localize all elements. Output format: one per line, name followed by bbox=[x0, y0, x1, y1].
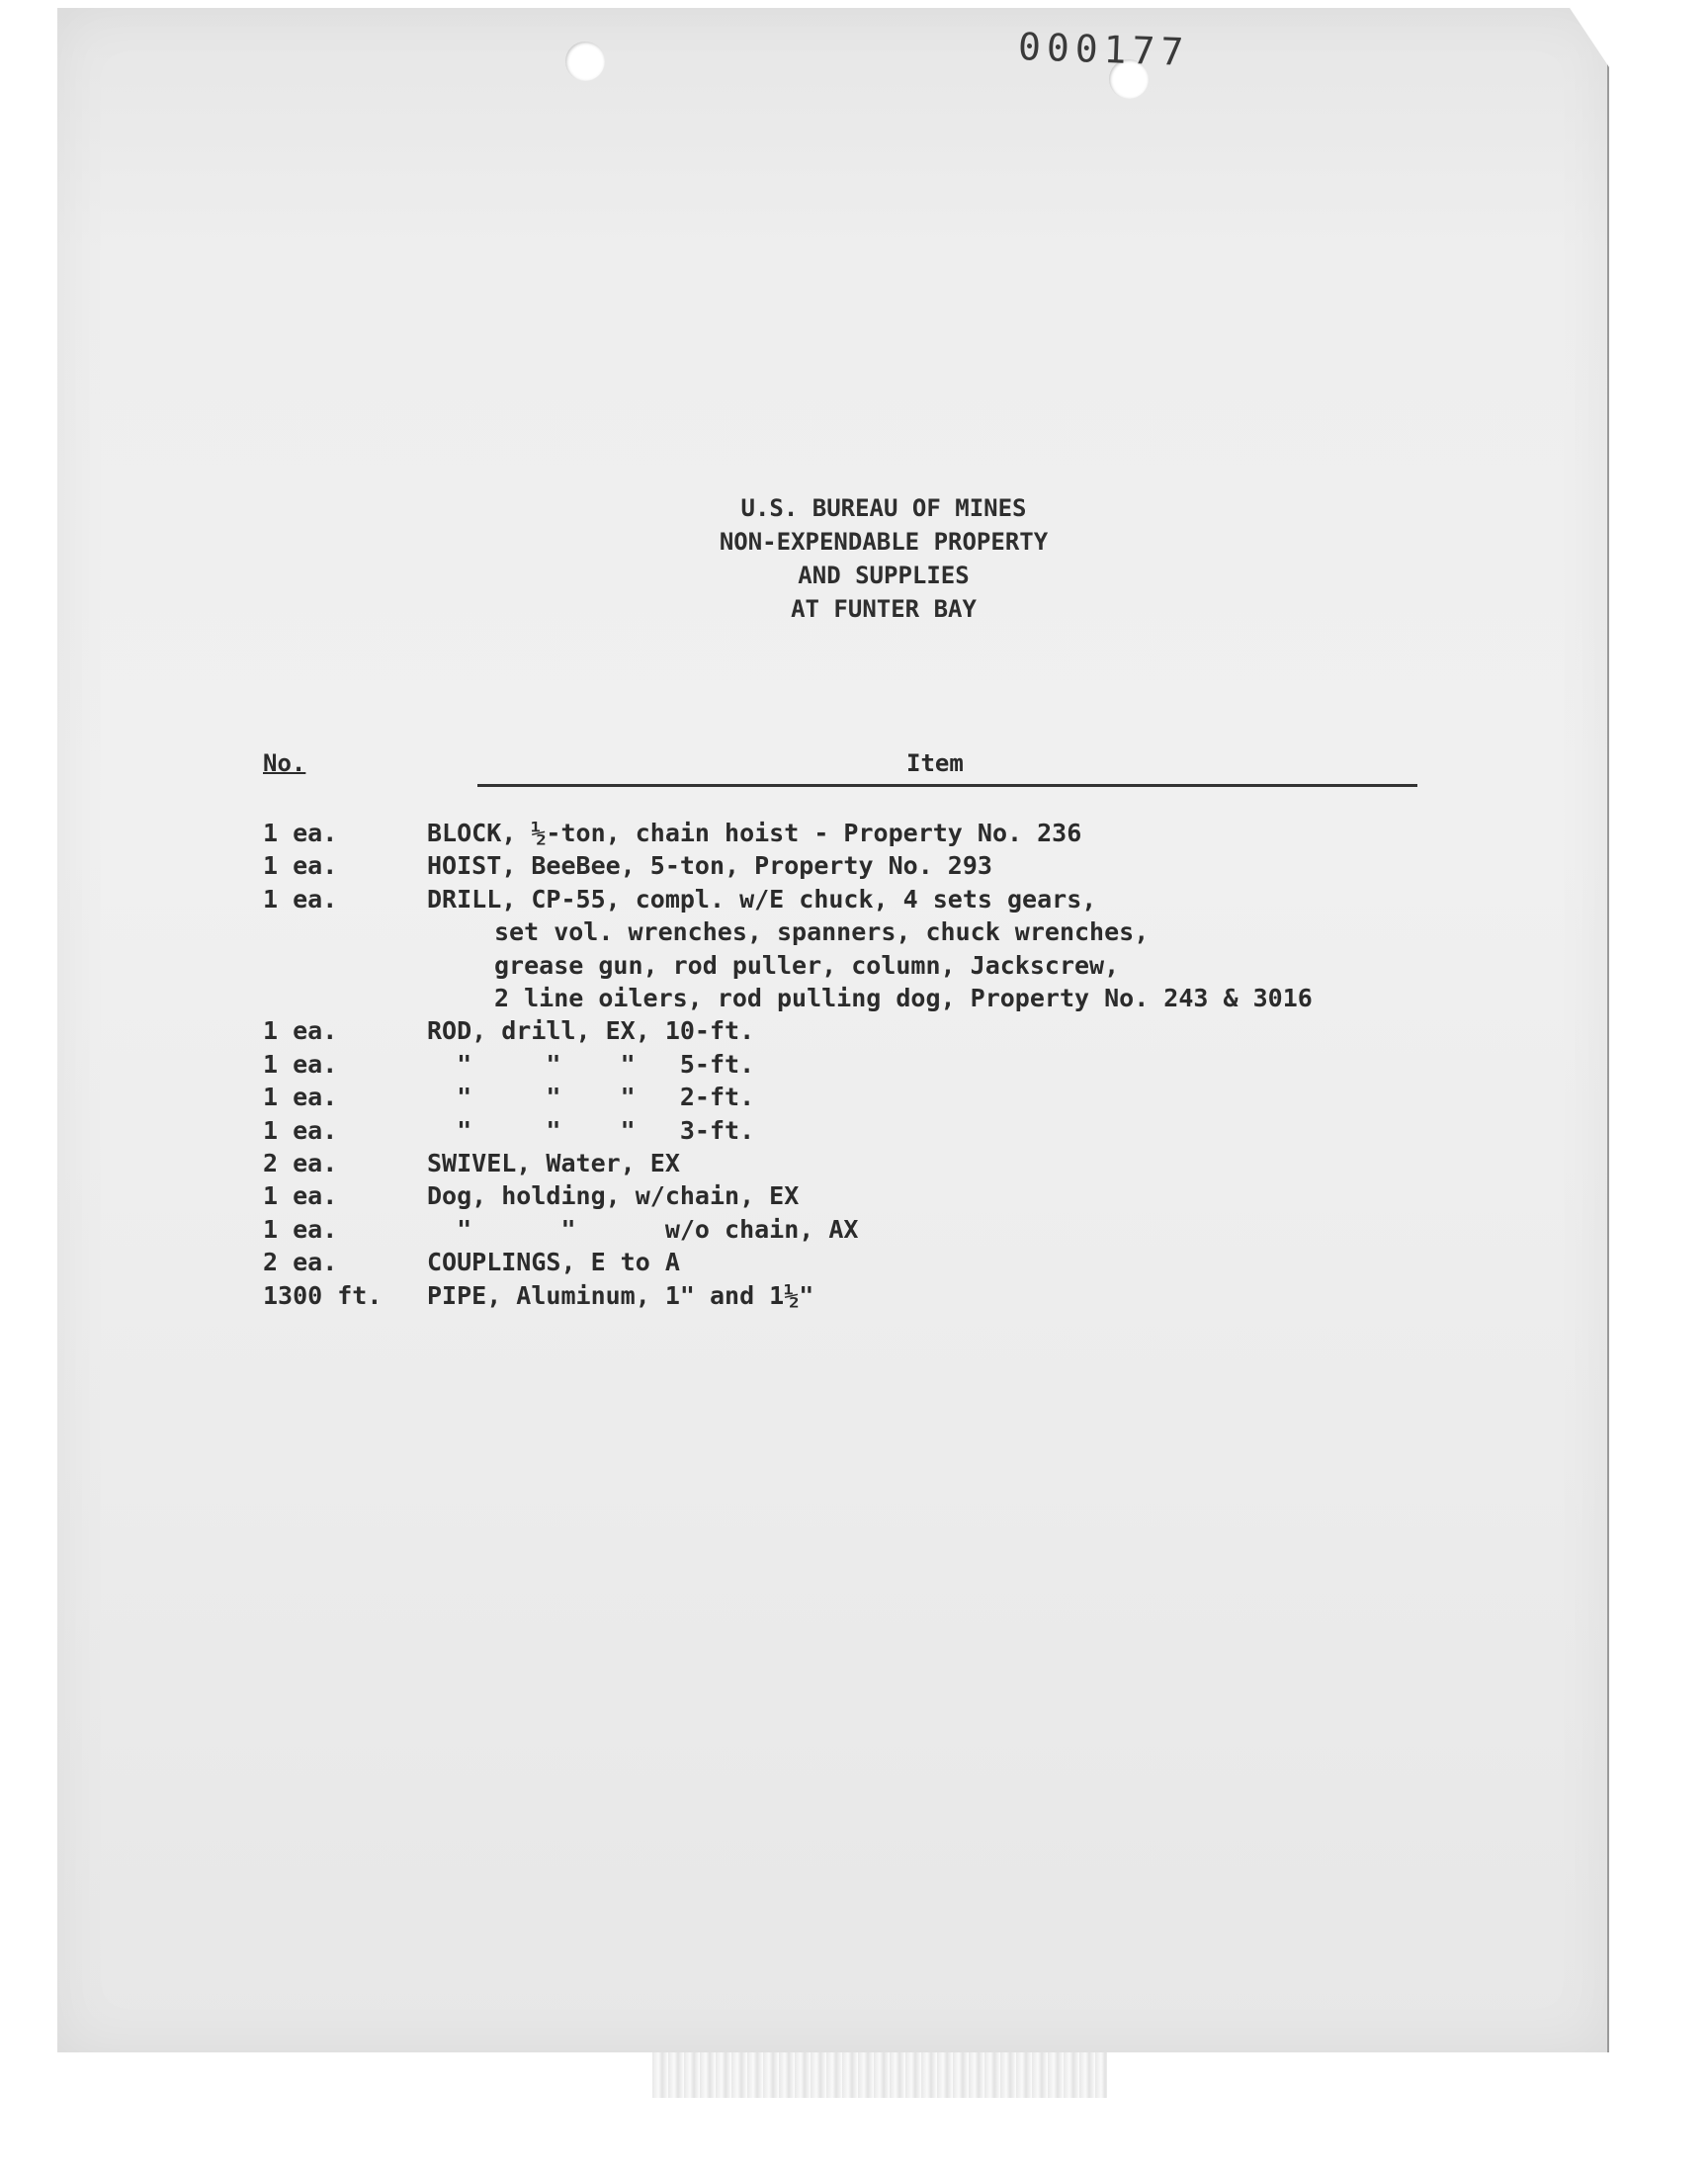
quantity bbox=[263, 982, 427, 1014]
item-description: BLOCK, ½-ton, chain hoist - Property No. 236 bbox=[427, 819, 1082, 847]
item-description: SWIVEL, Water, EX bbox=[427, 1149, 680, 1178]
quantity: 1 ea. bbox=[263, 1049, 338, 1079]
item-description: ROD, drill, EX, 10-ft. bbox=[427, 1016, 755, 1046]
item-description: set vol. wrenches, spanners, chuck wrenches, bbox=[494, 917, 1150, 947]
item-description: " " " 5-ft. bbox=[427, 1049, 755, 1079]
heading-line-4: AT FUNTER BAY bbox=[791, 595, 977, 623]
quantity: 2 ea. bbox=[263, 1149, 338, 1178]
item-description: 2 line oilers, rod pulling dog, Property No. 243 & 3016 bbox=[494, 984, 1313, 1013]
item-description: DRILL, CP-55, compl. w/E chuck, 4 sets gears, bbox=[427, 884, 1097, 914]
list-item bbox=[263, 883, 1449, 915]
punch-hole-left bbox=[565, 42, 605, 81]
heading-line-2: NON-EXPENDABLE PROPERTY bbox=[719, 528, 1049, 556]
item-description: grease gun, rod puller, column, Jackscrew, bbox=[494, 950, 1120, 980]
quantity: 1 ea. bbox=[263, 1181, 338, 1211]
heading-line-3: AND SUPPLIES bbox=[798, 562, 970, 589]
quantity bbox=[263, 915, 427, 948]
item-description: Dog, holding, w/chain, EX bbox=[427, 1181, 800, 1211]
list-item-continuation bbox=[263, 982, 1449, 1014]
quantity: 1 ea. bbox=[263, 884, 338, 914]
item-description: PIPE, Aluminum, 1" and 1½" bbox=[427, 1280, 814, 1310]
item-description: " " " 3-ft. bbox=[427, 1115, 755, 1145]
list-item bbox=[263, 1048, 1449, 1081]
list-item bbox=[263, 1279, 1449, 1312]
header-underline bbox=[477, 784, 1417, 787]
heading-line-1: U.S. BUREAU OF MINES bbox=[740, 494, 1027, 522]
item-description: COUPLINGS, E to A bbox=[427, 1248, 680, 1277]
property-list bbox=[263, 817, 1449, 1312]
folded-corner bbox=[1570, 8, 1609, 67]
scan-artifact bbox=[652, 2052, 1107, 2098]
quantity: 1 ea. bbox=[263, 1214, 338, 1244]
list-item bbox=[263, 1014, 1449, 1047]
quantity: 2 ea. bbox=[263, 1248, 338, 1277]
quantity: 1300 ft. bbox=[263, 1280, 383, 1310]
list-item bbox=[263, 817, 1449, 849]
list-item bbox=[263, 1147, 1449, 1179]
list-item bbox=[263, 1246, 1449, 1278]
column-header-item: Item bbox=[906, 749, 964, 777]
list-item bbox=[263, 1114, 1449, 1147]
quantity: 1 ea. bbox=[263, 1083, 338, 1112]
list-item bbox=[263, 1213, 1449, 1246]
column-header-no: No. bbox=[263, 749, 306, 777]
quantity: 1 ea. bbox=[263, 819, 338, 847]
quantity: 1 ea. bbox=[263, 851, 338, 881]
quantity: 1 ea. bbox=[263, 1016, 338, 1046]
list-item bbox=[263, 849, 1449, 882]
list-item bbox=[263, 1081, 1449, 1113]
item-description: " " w/o chain, AX bbox=[427, 1214, 859, 1244]
quantity bbox=[263, 949, 427, 982]
document-heading bbox=[0, 491, 1708, 626]
list-item-continuation bbox=[263, 949, 1449, 982]
item-description: " " " 2-ft. bbox=[427, 1083, 755, 1112]
document-number-stamp: 000177 bbox=[1017, 24, 1190, 75]
quantity: 1 ea. bbox=[263, 1115, 338, 1145]
item-description: HOIST, BeeBee, 5-ton, Property No. 293 bbox=[427, 851, 992, 881]
list-item-continuation bbox=[263, 915, 1449, 948]
list-item bbox=[263, 1179, 1449, 1212]
